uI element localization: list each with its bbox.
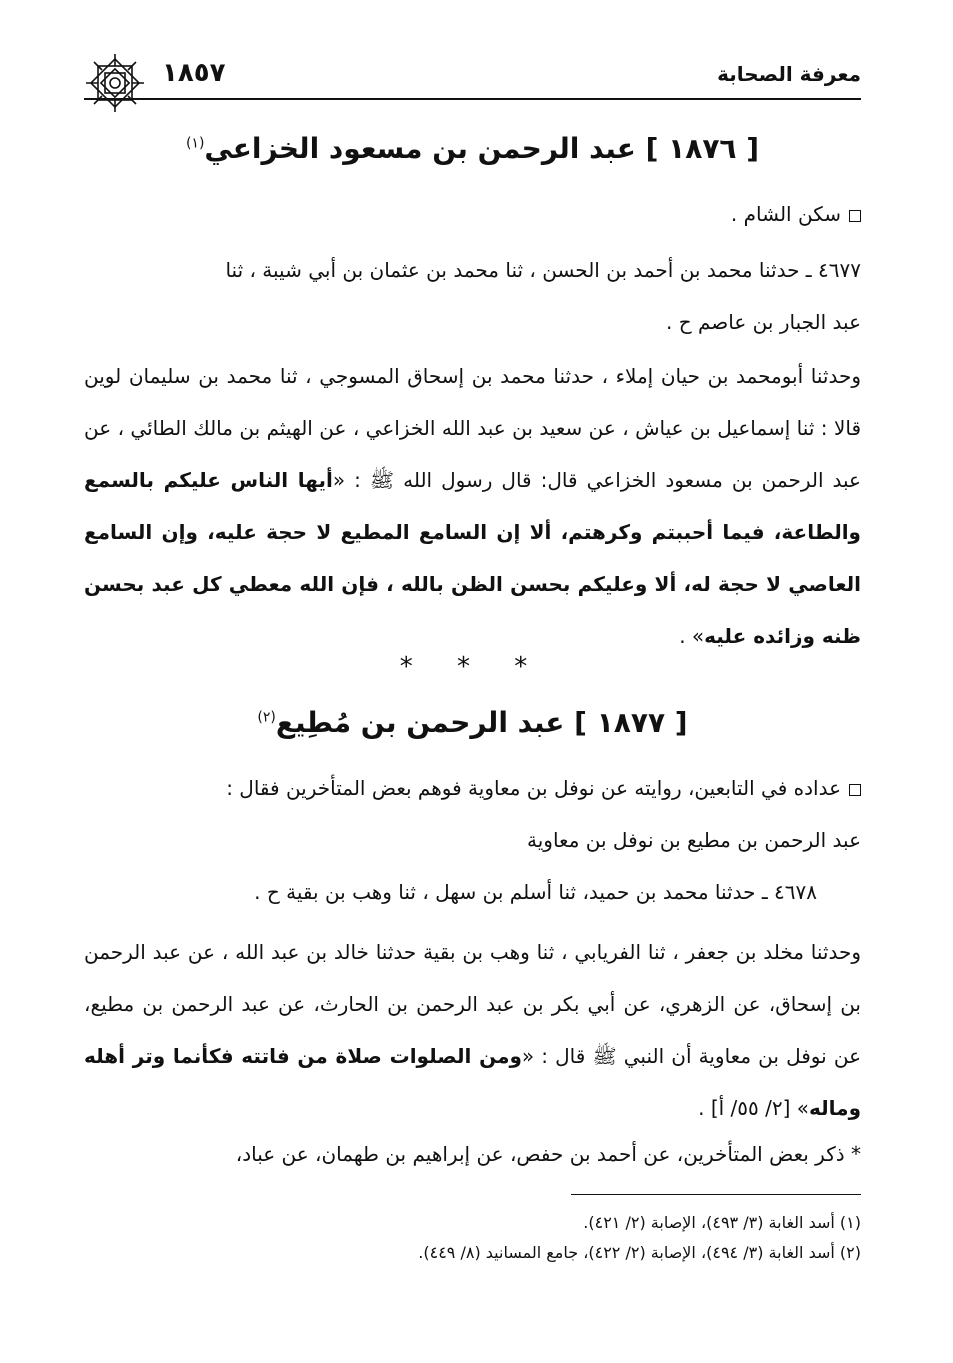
paragraph-chain-1877	[84, 926, 861, 1134]
footnote-ref: (٢)	[257, 709, 276, 726]
header-rule	[84, 98, 861, 100]
entry-heading-1877	[84, 706, 861, 739]
footnote-rule	[571, 1194, 861, 1195]
page-header	[84, 52, 861, 112]
closing-quote: » [٢/ ٥٥/ أ] .	[698, 1096, 810, 1120]
narration-chain: وحدثنا أبومحمد بن حيان إملاء ، حدثنا محمد بن إسحاق المسوجي ، ثنا محمد بن سليمان لوين قالا : ثنا إسماعيل بن عياش ، عن سعيد بن عبد الله الخزاعي ، عن الهيثم بن مالك الطائي ، عن عبد الرحمن بن مسعود الخزاعي قال: قال رسول الله ﷺ : «	[84, 364, 861, 492]
closing-quote: » .	[679, 624, 705, 648]
hadith-text: أيها الناس عليكم بالسمع والطاعة، فيما أحببتم وكرهتم، ألا إن السامع المطيع لا حجة عليه، وإن السامع العاصي لا حجة له، ألا وعليكم بحسن الظن بالله ، فإن الله معطي كل عبد بحسن ظنه وزائده عليه	[84, 468, 861, 648]
entry-heading-1876	[84, 132, 861, 165]
heading-text: [ ١٨٧٧ ] عبد الرحمن بن مُطِيع	[275, 706, 688, 739]
paragraph-intro-1877	[84, 762, 861, 866]
narration-chain: وحدثنا مخلد بن جعفر ، ثنا الفريابي ، ثنا وهب بن بقية حدثنا خالد بن عبد الله ، عن عبد الرحمن بن إسحاق، عن الزهري، عن أبي بكر بن عبد الرحمن بن الحارث، عن عبد الرحمن بن مطيع، عن نوفل بن معاوية أن النبي ﷺ قال : «	[84, 940, 861, 1068]
heading-text: [ ١٨٧٦ ] عبد الرحمن بن مسعود الخزاعي	[204, 132, 760, 165]
hadith-text: ومن الصلوات صلاة من فاتته فكأنما وتر أهله وماله	[84, 1044, 861, 1120]
islamic-star-ornament-icon	[84, 52, 146, 114]
paragraph-intro-1876	[84, 188, 861, 240]
footnote-ref: (١)	[185, 135, 205, 152]
hadith-line: ٤٦٧٨ ـ حدثنا محمد بن حميد، ثنا أسلم بن سهل ، ثنا وهب بن بقية ح .	[254, 880, 817, 904]
intro-text: سكن الشام .	[730, 202, 841, 226]
square-bullet-icon	[849, 210, 861, 222]
last-line-text: * ذكر بعض المتأخرين، عن أحمد بن حفص، عن إبراهيم بن طهمان، عن عباد،	[235, 1142, 861, 1166]
square-bullet-icon	[849, 784, 861, 796]
paragraph-last	[84, 1128, 861, 1180]
hadith-line: عبد الجبار بن عاصم ح .	[666, 310, 861, 334]
page-number: ١٨٥٧	[162, 58, 226, 88]
footnote-2: (٢) أسد الغابة (٣/ ٤٩٤)، الإصابة (٢/ ٤٢٢)، جامع المسانيد (٨/ ٤٤٩).	[418, 1243, 861, 1262]
hadith-line: ٤٦٧٧ ـ حدثنا محمد بن أحمد بن الحسن ، ثنا محمد بن عثمان بن أبي شيبة ، ثنا	[225, 258, 861, 282]
hadith-4677	[84, 244, 861, 348]
hadith-4678	[84, 866, 861, 918]
intro-text: عبد الرحمن بن مطيع بن نوفل بن معاوية	[527, 828, 861, 852]
intro-text: عداده في التابعين، روايته عن نوفل بن معاوية فوهم بعض المتأخرين فقال :	[226, 776, 841, 800]
book-title: معرفة الصحابة	[717, 62, 861, 86]
section-separator: * * *	[399, 652, 546, 682]
footnote-1: (١) أسد الغابة (٣/ ٤٩٣)، الإصابة (٢/ ٤٢١).	[583, 1213, 861, 1232]
paragraph-chain-1876	[84, 350, 861, 662]
